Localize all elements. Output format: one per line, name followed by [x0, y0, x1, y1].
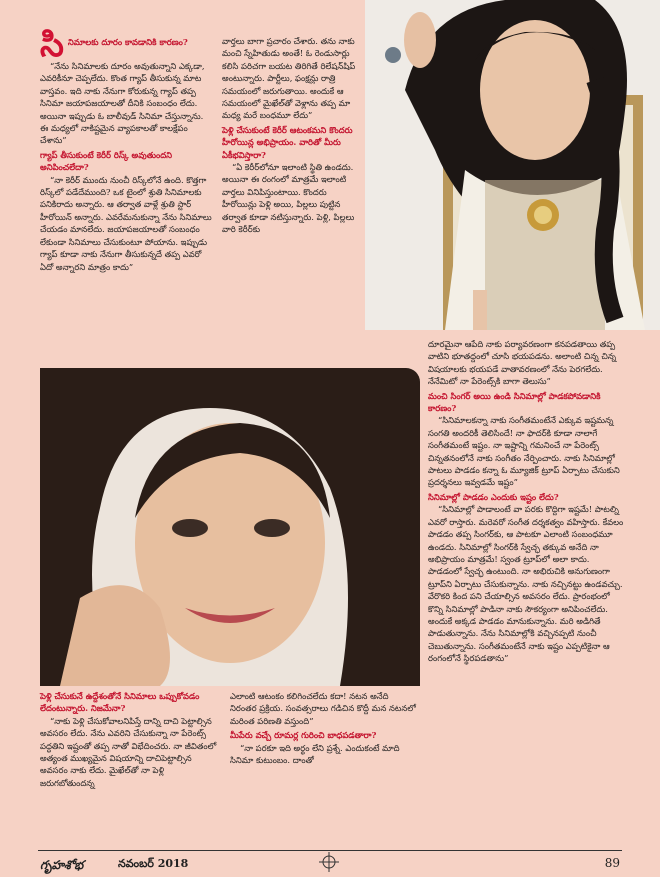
column-2 — [222, 35, 362, 236]
answer-top-col3: దూరమైనా ఆపేది నాకు పర్యావరణంగా కనపడతాయి తప్ప వాటిని భూతద్దంలో చూసి భయపడను. అలాంటి చిన్న చిన్న విషయాలకు భయపడే వాతావరణంలో నేను పెరగలేదు. నేనేమిటో నా పేరెంట్స్‌కి బాగా తెలుసు” — [428, 339, 617, 387]
question-2: గ్యాప్ తీసుకుంటే కెరీర్ రిస్క్ అవుతుందని అనిపించలేదా? — [40, 149, 173, 173]
question-4: మంచి సింగర్ అయి ఉండి సినిమాల్లో పాడకపోవడానికి కారణం? — [428, 390, 601, 414]
column-1 — [40, 25, 212, 273]
answer-5: “సినిమాల్లో పాడాలంటే వా పరకు కొద్దిగా ఇష్టమే! పాటల్ని ఎవరో రాస్తారు. మరెవరో సంగీత దర్శకత్వం వహిస్తారు. కేవలం పాడడం తప్ప సింగర్‌కు, ఆ పాటకూ ఎలాంటి సంబంధమూ ఉండదు. సినిమాల్లో సింగర్‌కి స్వేచ్ఛ తక్కువ అనేది నా అభిప్రాయం మాత్రమే! స్వంత ట్రూప్‌లో అలా కాదు. పాడడంలో స్వేచ్ఛ ఉంటుంది. నా అభిరుచికి అనుగుణంగా ట్రూప్‌ని ఏర్పాటు చేసుకున్నాను. నాకు నచ్చినట్టు ఉండవచ్చు. వేరొకరి కింద పని చేయాల్సిన అవసరం లేదు. ప్రారంభంలో కొన్ని సినిమాల్లో పాడినా నాకు సౌకర్యంగా అనిపించలేదు. అందుకే అక్కడ పాడడం మానుకున్నాను. మరి అడిగితే పాడుతున్నాను. నేను సినిమాల్లోకి వచ్చినప్పటి నుంచీ చెబుతున్నాను. సంగీతమంటేనే నాకు ఇష్టం ఎప్పటికైనా ఆ రంగంలోనే స్థిరపడతాను” — [428, 504, 624, 664]
dropcap: సి — [40, 25, 64, 65]
footer-rule — [38, 850, 622, 851]
question-5: సినిమాల్లో పాడడం ఎందుకు ఇష్టం లేదు? — [428, 491, 559, 502]
issue-date: నవంబర్ 2018 — [118, 857, 189, 870]
column-3 — [428, 338, 624, 665]
registration-mark-icon — [319, 852, 339, 872]
answer-3: “ఏ కెరీర్‌లోనూ ఇలాంటి స్థితి ఉండదు. అయినా ఈ రంగంలో మాత్రమే ఇలాంటి వార్తలు వినిపిస్తుంటాయి. కొందరు హీరోయిన్లు పెళ్లి అయి, పిల్లలు పుట్టిన తర్వాత కూడా నటిస్తున్నారు. పెళ్లి, పిల్లలు వారి కెరీర్‌కు — [222, 162, 355, 235]
answer-7: ఎలాంటి ఆటంకం కలిగించలేదు కదా! నటన అనేది నిరంతర ప్రక్రియ. సంవత్సరాలు గడిచిన కొద్దీ మన నటనలో మరింత పరిణతి వస్తుంది” — [230, 691, 416, 726]
question-3: పెళ్లి చేసుకుంటే కెరీర్ ఆటంకమని కొందరు హీరోయిన్ల అభిప్రాయం. వారితో మీరు ఏకీభవిస్తారా? — [222, 124, 353, 160]
portrait-illustration-middle — [40, 368, 420, 686]
question-1: నిమాలకు దూరం కావడానికి కారణం? — [67, 37, 188, 47]
page-number: 89 — [604, 856, 620, 870]
answer-2: “నా కెరీర్ ముందు నుంచీ రిస్క్‌లోనే ఉంది. కొత్తగా రిస్క్‌లో పడేదేముంది? ఒక టైంలో శ్రుతి సినిమాలకు పనికిరాదు అన్నారు. ఆ తర్వాత వాళ్లే శ్రుతి స్టార్ హీరోయిన్ అన్నారు. ఎవరేమనుకున్నా నేను సినిమాలు చేయడం మానలేదు. జయాపజయాలతో సంబంధం లేకుండా సినిమాలు చేసుకుంటూ పోయాను. ఇప్పుడు గ్యాప్ కూడా నాకు నేనుగా తీసుకున్నదే తప్ప ఎవరో ఏదో అన్నారని మాత్రం కాదు” — [40, 174, 212, 272]
answer-8: “నా పరకూ ఇది అర్థం లేని ప్రశ్నే. ఎందుకంటే మాది సినిమా కుటుంబం. దాంతో — [230, 742, 400, 766]
question-6: పెళ్లి చేసుకునే ఉద్దేశంతోనే సినిమాలు ఒప్పుకోవడం లేదంటున్నారు. నిజమేనా? — [40, 691, 200, 714]
answer-4: “సినిమాలకన్నా నాకు సంగీతమంటేనే ఎక్కువ ఇష్టమన్న సంగతి అందరికీ తెలిసిందే! నా ఫాదర్‌కి కూడా నాలాగే సంగీతమంటే ఇష్టం. నా ఇష్టాన్ని గమనించే నా పేరెంట్స్ చిన్నతనంలోనే నాకు సంగీతం నేర్పించారు. నాకు సినిమాల్లో పాటలు పాడడం కన్నా ఓ మ్యూజిక్ ట్రూప్ ఏర్పాటు చేసుకుని ప్రదర్శనలు ఇవ్వడమే ఇష్టం” — [428, 415, 620, 488]
portrait-photo-middle — [40, 368, 420, 686]
answer-6: “నాకు పెళ్లి చేసుకోవాలనిపిస్తే దాన్ని దాచి పెట్టాల్సిన అవసరం లేదు. నేను ఎవరిని చేసుకున్నా నా పేరెంట్స్ పద్ధతిని ఇష్టంతో తప్ప నాతో విభేదించరు. నా జీవితంలో అత్యంత ముఖ్యమైన విషయాన్ని దాచిపెట్టాల్సిన అవసరం నాకు లేదు. మైఖేల్‌తో నా పెళ్లి జరుగబోతుందన్న — [40, 715, 217, 788]
magazine-brand: గృహశోభ — [40, 858, 84, 872]
portrait-photo-top — [365, 0, 660, 330]
column-bottom-middle — [230, 690, 416, 766]
answer-top-col2: వార్తలు బాగా ప్రచారం చేశారు. తను నాకు మంచి స్నేహితుడు అంతే! ఓ రెండుసార్లు కలిసి పరిచగా బయట తిరిగితే రిలేషన్‌షిప్ అంటున్నారు. పార్టీలు, ఫంక్షన్లు రాత్రి సమయంలో జరుగుతాయి. అందుకే ఆ సమయంలో మైఖేల్‌తో వెళ్లాను తప్ప మా మధ్య మరే బంధమూ లేదు” — [222, 36, 356, 121]
portrait-illustration-top — [365, 0, 660, 330]
question-8: మీపేరు వచ్చే రూమర్ల గురించి బాధపడతారా? — [230, 730, 377, 741]
column-bottom-left — [40, 690, 220, 789]
answer-1: “నేను సినిమాలకు దూరం అవుతున్నాని ఎక్కడా, ఎవరికీనూ చెప్పలేదు. కొంత గ్యాప్ తీసుకున్న మాట వాస్తవం. ఇది నాకు నేనుగా కోరుకున్న గ్యాప్ తప్ప సినిమా జయాపజయాలతో దీనికి సంబంధం లేదు. అయినా ఇప్పుడు ఓ బాలీవుడ్ సినిమా చేస్తున్నాను. ఈ మధ్యలో నాకిష్టమైన వ్యాపకాలతో కాలక్షేపం చేశాను” — [40, 61, 205, 146]
